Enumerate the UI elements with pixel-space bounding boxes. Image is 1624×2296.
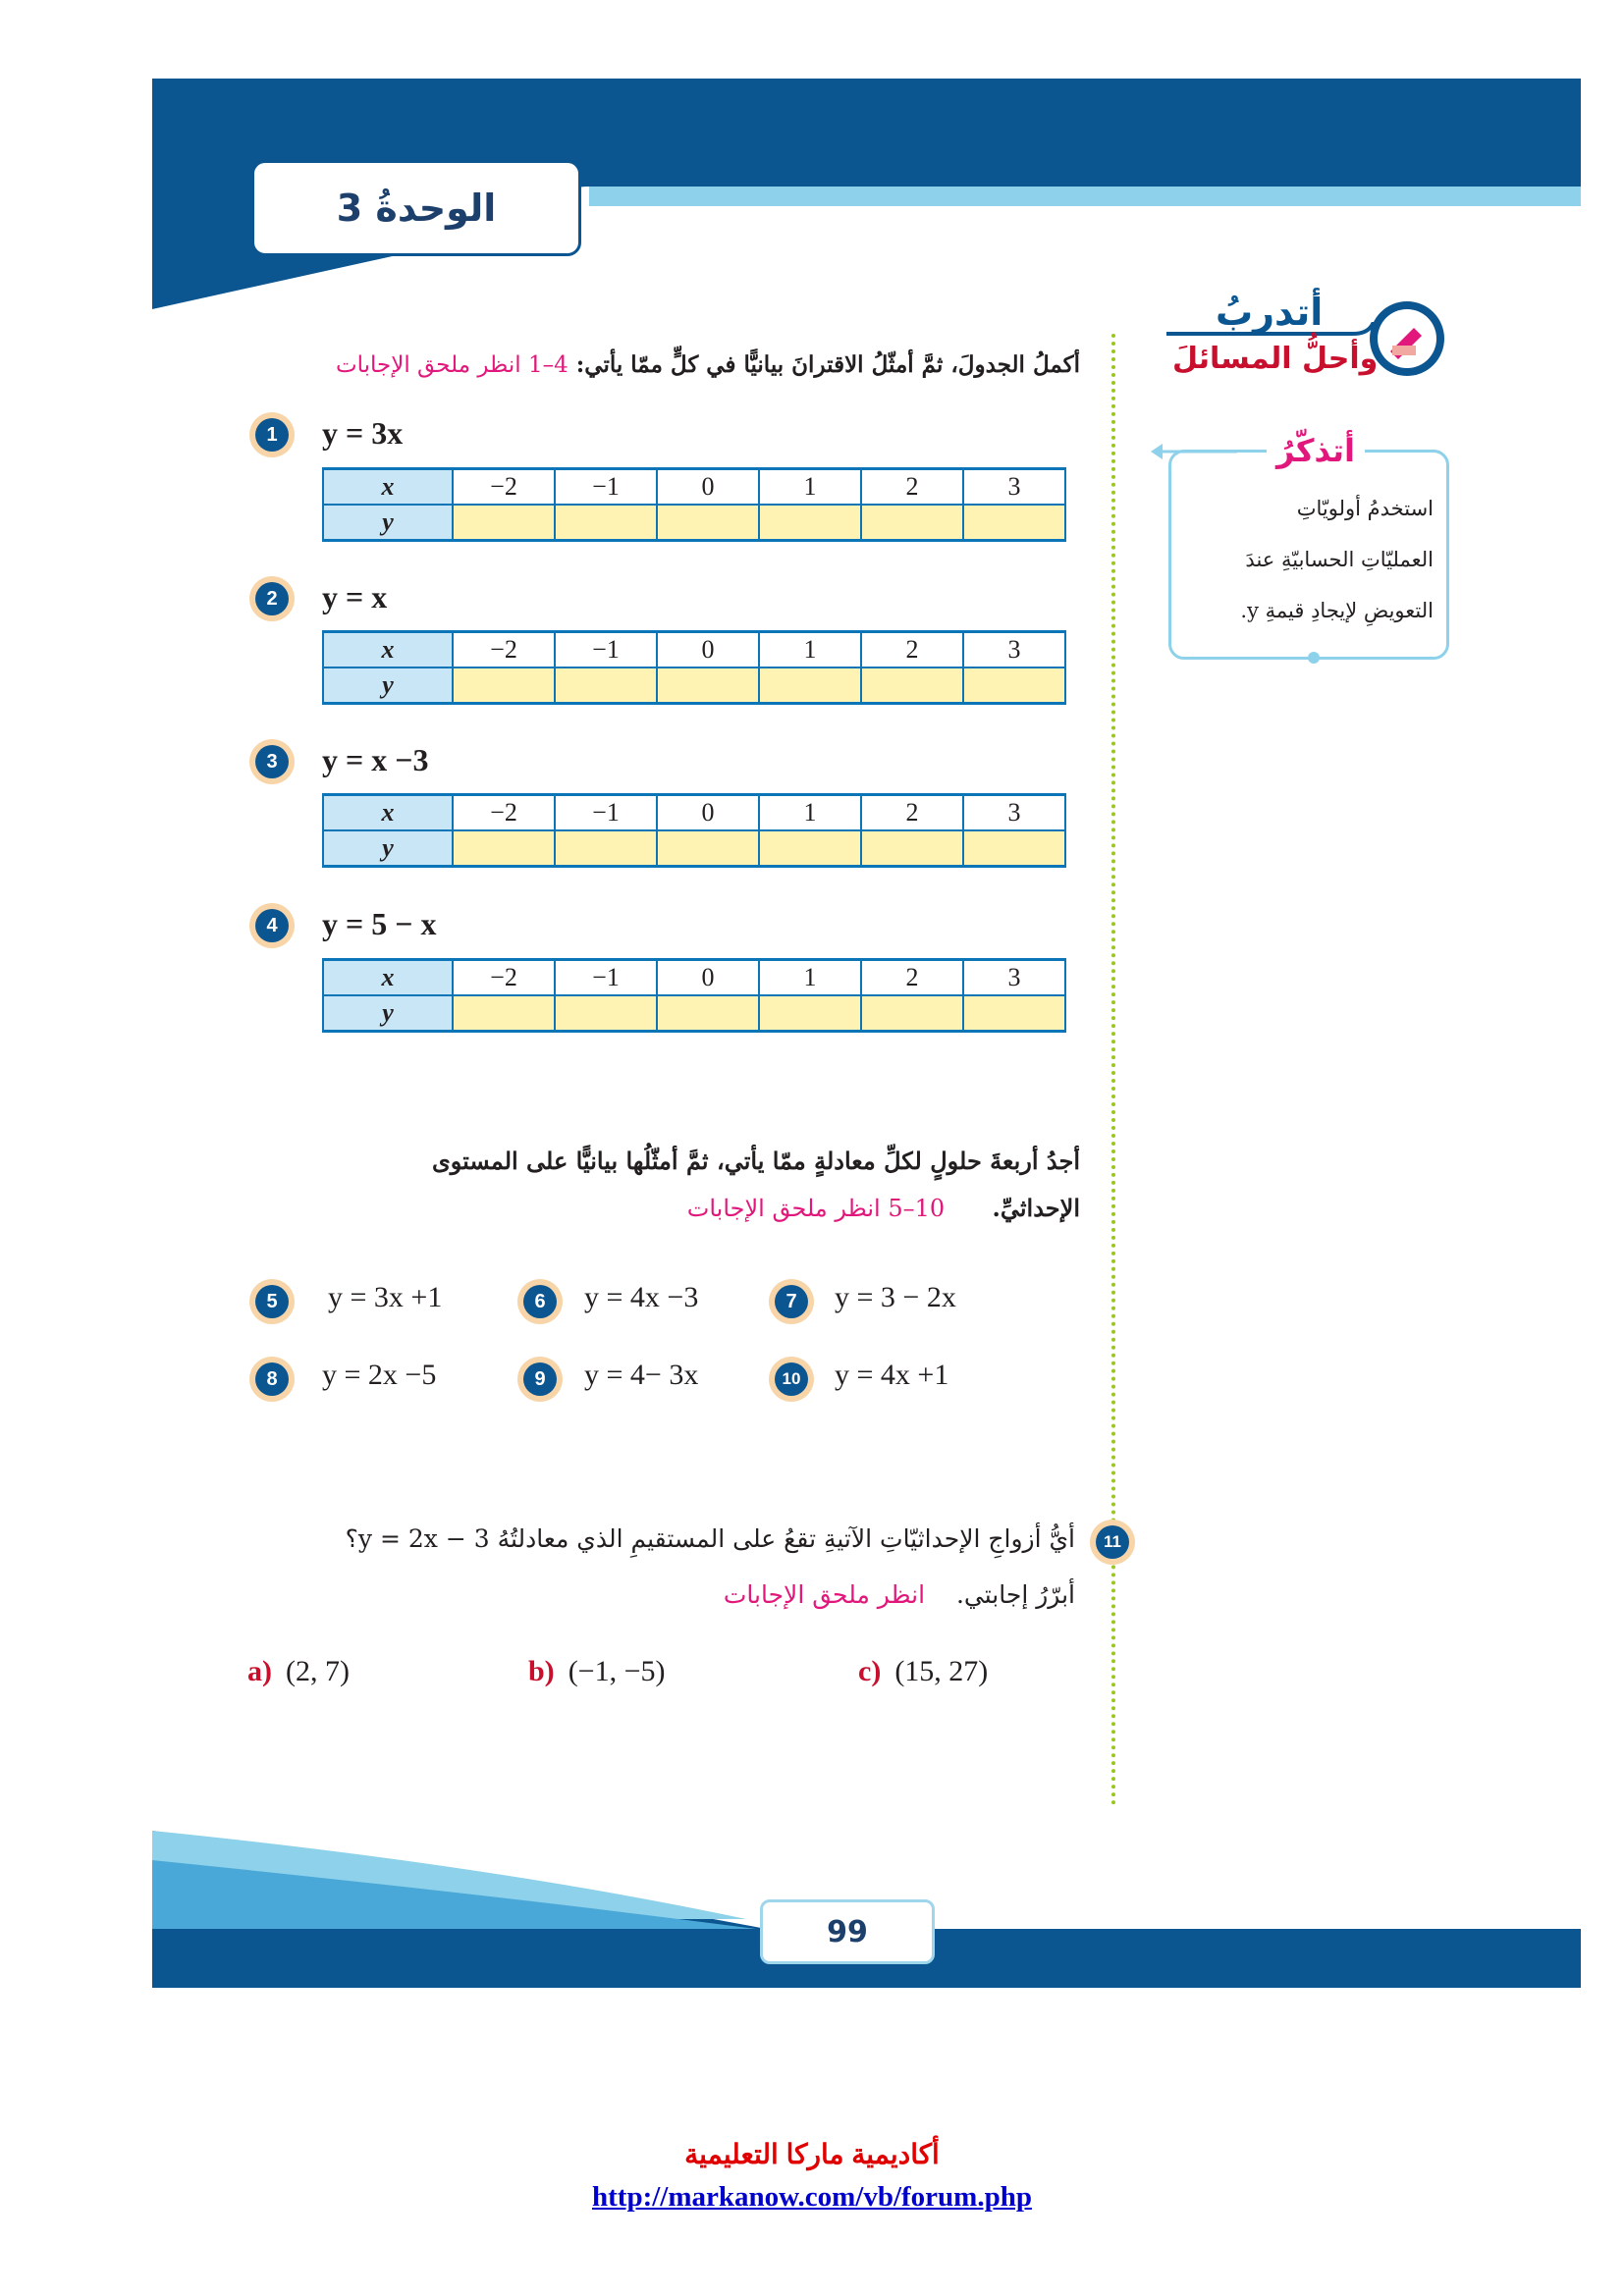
x-cell: 2 xyxy=(861,469,963,506)
x-cell: 2 xyxy=(861,795,963,831)
unit-title: الوحدةُ 3 xyxy=(251,160,581,256)
option-value: (15, 27) xyxy=(894,1655,989,1687)
option-value: (−1, −5) xyxy=(568,1655,666,1687)
x-cell: 2 xyxy=(861,632,963,668)
arrow-left-icon xyxy=(1149,440,1247,463)
x-cell: −2 xyxy=(453,632,555,668)
practice-subtitle: وأحلُّ المسائلَ xyxy=(1172,342,1379,376)
option-label: c) xyxy=(858,1655,882,1687)
problem-equation-3: y = x −3 xyxy=(322,742,429,777)
practice-title: أتدربُ xyxy=(1216,291,1324,334)
y-label: y xyxy=(323,667,453,704)
y-cell-blank[interactable] xyxy=(963,505,1065,541)
y-label: y xyxy=(323,505,453,541)
option-value: (2, 7) xyxy=(286,1655,350,1687)
remember-text xyxy=(1188,483,1434,636)
option-label: a) xyxy=(247,1655,272,1687)
instruction-text: أكملُ الجدولَ، ثمَّ أمثّلُ الاقترانَ بيانيًّا في كلٍّ ممّا يأتي: xyxy=(575,351,1080,378)
y-cell-blank[interactable] xyxy=(555,830,657,867)
academy-link-row xyxy=(0,2181,1624,2214)
x-cell: −2 xyxy=(453,469,555,506)
page-number: 99 xyxy=(760,1899,935,1964)
academy-link[interactable]: http://markanow.com/vb/forum.php xyxy=(592,2181,1032,2213)
x-cell: 3 xyxy=(963,469,1065,506)
y-cell-blank[interactable] xyxy=(555,667,657,704)
x-cell: 0 xyxy=(657,960,759,996)
section3-question: أيُّ أزواجِ الإحداثيّاتِ الآتيةِ تقعُ على المستقيمِ الذي معادلتُهُ y = 2x − 3؟ xyxy=(345,1524,1075,1553)
justify-text: أبرّرُ إجابتي. xyxy=(955,1580,1075,1609)
instruction-line-2: الإحداثيِّ. xyxy=(992,1194,1080,1222)
section2-instruction-line2 xyxy=(250,1194,1080,1222)
y-cell-blank[interactable] xyxy=(453,667,555,704)
x-cell: −1 xyxy=(555,960,657,996)
bullet-dot-icon xyxy=(1306,650,1322,666)
instruction-line-1: أجدُ أربعةَ حلولٍ لكلِّ معادلةٍ ممّا يأتي، ثمَّ أمثّلُها بيانيًّا على المستوى xyxy=(432,1147,1080,1175)
problem-equation-2: y = x xyxy=(322,579,388,614)
y-cell-blank[interactable] xyxy=(759,505,861,541)
y-cell-blank[interactable] xyxy=(759,667,861,704)
y-cell-blank[interactable] xyxy=(963,995,1065,1032)
y-cell-blank[interactable] xyxy=(861,830,963,867)
remember-box xyxy=(1168,432,1453,667)
remember-line: العمليّاتِ الحسابيّةِ عندَ xyxy=(1245,548,1434,571)
x-cell: 0 xyxy=(657,469,759,506)
answer-ref: 10–5 انظر ملحق الإجابات xyxy=(686,1195,946,1222)
x-label: x xyxy=(323,795,453,831)
remember-line: التعويضِ لإيجادِ قيمةِ y. xyxy=(1240,599,1434,622)
problem-number-10: 10 xyxy=(769,1357,814,1402)
y-cell-blank[interactable] xyxy=(963,667,1065,704)
y-cell-blank[interactable] xyxy=(657,830,759,867)
problem-number-8: 8 xyxy=(249,1357,295,1402)
y-cell-blank[interactable] xyxy=(759,830,861,867)
x-cell: 3 xyxy=(963,632,1065,668)
y-cell-blank[interactable] xyxy=(657,995,759,1032)
problem-number-11: 11 xyxy=(1090,1520,1135,1565)
problem-equation-8: y = 2x −5 xyxy=(322,1359,437,1391)
section1-instruction xyxy=(250,351,1080,378)
y-label: y xyxy=(323,830,453,867)
y-cell-blank[interactable] xyxy=(963,830,1065,867)
sidebar-divider xyxy=(1111,334,1115,1806)
problem-equation-1: y = 3x xyxy=(322,415,404,451)
x-cell: −2 xyxy=(453,960,555,996)
y-cell-blank[interactable] xyxy=(657,505,759,541)
option-b xyxy=(528,1655,666,1688)
problem-number-9: 9 xyxy=(517,1357,563,1402)
problem-number-7: 7 xyxy=(769,1279,814,1324)
x-cell: −1 xyxy=(555,795,657,831)
answer-ref: انظر ملحق الإجابات xyxy=(723,1580,926,1609)
x-label: x xyxy=(323,960,453,996)
value-table-3 xyxy=(322,793,1066,868)
problem-equation-10: y = 4x +1 xyxy=(835,1359,949,1391)
problem-number-4: 4 xyxy=(249,903,295,948)
problem-number-3: 3 xyxy=(249,739,295,784)
x-label: x xyxy=(323,632,453,668)
remember-line: استخدمُ أولويّاتِ xyxy=(1296,497,1434,520)
x-cell: 1 xyxy=(759,632,861,668)
problem-equation-7: y = 3 − 2x xyxy=(835,1281,956,1313)
practice-badge xyxy=(1157,291,1451,412)
value-table-4 xyxy=(322,958,1066,1033)
y-cell-blank[interactable] xyxy=(861,995,963,1032)
option-c xyxy=(858,1655,988,1688)
x-cell: −2 xyxy=(453,795,555,831)
value-table-2 xyxy=(322,630,1066,705)
option-label: b) xyxy=(528,1655,555,1687)
problem-equation-4: y = 5 − x xyxy=(322,906,437,941)
x-cell: 3 xyxy=(963,960,1065,996)
y-cell-blank[interactable] xyxy=(453,505,555,541)
x-cell: 2 xyxy=(861,960,963,996)
problem-number-6: 6 xyxy=(517,1279,563,1324)
problem-equation-5: y = 3x +1 xyxy=(328,1281,443,1313)
answer-ref: 4–1 انظر ملحق الإجابات xyxy=(335,352,568,378)
section2-instruction xyxy=(250,1147,1080,1175)
x-cell: 1 xyxy=(759,795,861,831)
x-label: x xyxy=(323,469,453,506)
academy-name: أكاديمية ماركا التعليمية xyxy=(684,2139,940,2169)
problem-equation-6: y = 4x −3 xyxy=(584,1281,699,1313)
y-cell-blank[interactable] xyxy=(555,995,657,1032)
x-cell: −1 xyxy=(555,632,657,668)
x-cell: −1 xyxy=(555,469,657,506)
section3-justify-line xyxy=(250,1580,1075,1609)
x-cell: 1 xyxy=(759,960,861,996)
y-cell-blank[interactable] xyxy=(555,505,657,541)
x-cell: 3 xyxy=(963,795,1065,831)
y-cell-blank[interactable] xyxy=(453,830,555,867)
problem-number-2: 2 xyxy=(249,576,295,621)
x-cell: 0 xyxy=(657,795,759,831)
problem-number-1: 1 xyxy=(249,412,295,457)
x-cell: 0 xyxy=(657,632,759,668)
y-label: y xyxy=(323,995,453,1032)
problem-number-5: 5 xyxy=(249,1279,295,1324)
y-cell-blank[interactable] xyxy=(453,995,555,1032)
y-cell-blank[interactable] xyxy=(861,667,963,704)
problem-equation-9: y = 4− 3x xyxy=(584,1359,699,1391)
x-cell: 1 xyxy=(759,469,861,506)
option-a xyxy=(247,1655,350,1688)
remember-title: أتذكّرُ xyxy=(1267,432,1365,469)
y-cell-blank[interactable] xyxy=(657,667,759,704)
value-table-1 xyxy=(322,467,1066,542)
y-cell-blank[interactable] xyxy=(759,995,861,1032)
y-cell-blank[interactable] xyxy=(861,505,963,541)
